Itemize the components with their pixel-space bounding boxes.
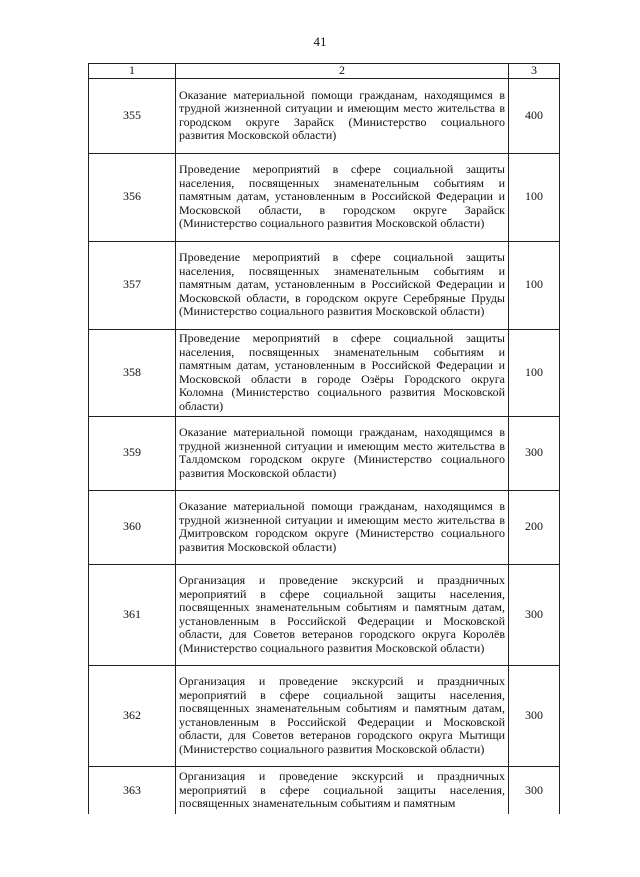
row-number: 358 <box>89 329 176 416</box>
row-amount: 200 <box>509 490 560 564</box>
table-header-row <box>89 64 560 79</box>
row-amount: 300 <box>509 665 560 766</box>
table-row <box>89 665 560 766</box>
page-number: 41 <box>313 34 327 49</box>
allocation-table <box>88 63 560 814</box>
table-row <box>89 766 560 814</box>
table-row <box>89 241 560 329</box>
row-description: Проведение мероприятий в сфере социальной защиты населения, посвященных знаменательным событиям и памятным датам, установленным в Российской Федерации и Московской области, в городском округе Зарайск (Министерство социального развития Московской области) <box>176 153 509 241</box>
row-number: 356 <box>89 153 176 241</box>
row-number: 363 <box>89 766 176 814</box>
row-description: Организация и проведение экскурсий и праздничных мероприятий в сфере социальной защиты населения, посвященных знаменательным событиям и памятным датам, установленным в Российской Федерации и Московской области, для Советов ветеранов городского округа Королёв (Министерство социального развития Московской области) <box>176 564 509 665</box>
table-row <box>89 416 560 490</box>
row-amount: 300 <box>509 564 560 665</box>
table-row <box>89 490 560 564</box>
row-description: Оказание материальной помощи гражданам, находящимся в трудной жизненной ситуации и имеющим место жительства в городском округе Зарайск (Министерство социального развития Московской области) <box>176 78 509 153</box>
row-number: 361 <box>89 564 176 665</box>
row-number: 362 <box>89 665 176 766</box>
row-amount: 100 <box>509 241 560 329</box>
column-header-description: 2 <box>176 64 509 79</box>
row-amount: 300 <box>509 416 560 490</box>
row-description: Оказание материальной помощи гражданам, находящимся в трудной жизненной ситуации и имеющим место жительства в Талдомском городском округе (Министерство социального развития Московской области) <box>176 416 509 490</box>
row-description: Проведение мероприятий в сфере социальной защиты населения, посвященных знаменательным событиям и памятным датам, установленным в Российской Федерации и Московской области, в городском округе Серебряные Пруды (Министерство социального развития Московской области) <box>176 241 509 329</box>
row-description: Организация и проведение экскурсий и праздничных мероприятий в сфере социальной защиты населения, посвященных знаменательным событиям и памятным <box>176 766 509 814</box>
row-amount: 100 <box>509 153 560 241</box>
row-amount: 400 <box>509 78 560 153</box>
row-number: 355 <box>89 78 176 153</box>
row-description: Оказание материальной помощи гражданам, находящимся в трудной жизненной ситуации и имеющим место жительства в Дмитровском городском округе (Министерство социального развития Московской области) <box>176 490 509 564</box>
row-amount: 100 <box>509 329 560 416</box>
row-number: 357 <box>89 241 176 329</box>
column-header-number: 1 <box>89 64 176 79</box>
row-number: 359 <box>89 416 176 490</box>
table-row <box>89 78 560 153</box>
table-row <box>89 564 560 665</box>
row-number: 360 <box>89 490 176 564</box>
column-header-amount: 3 <box>509 64 560 79</box>
row-description: Организация и проведение экскурсий и праздничных мероприятий в сфере социальной защиты населения, посвященных знаменательным событиям и памятным датам, установленным в Российской Федерации и Московской области, для Советов ветеранов городского округа Мытищи (Министерство социального развития Московской области) <box>176 665 509 766</box>
table-row <box>89 329 560 416</box>
row-description: Проведение мероприятий в сфере социальной защиты населения, посвященных знаменательным событиям и памятным датам, установленным в Российской Федерации и Московской области в городе Озёры Городского округа Коломна (Министерство социального развития Московской области) <box>176 329 509 416</box>
table-row <box>89 153 560 241</box>
row-amount: 300 <box>509 766 560 814</box>
